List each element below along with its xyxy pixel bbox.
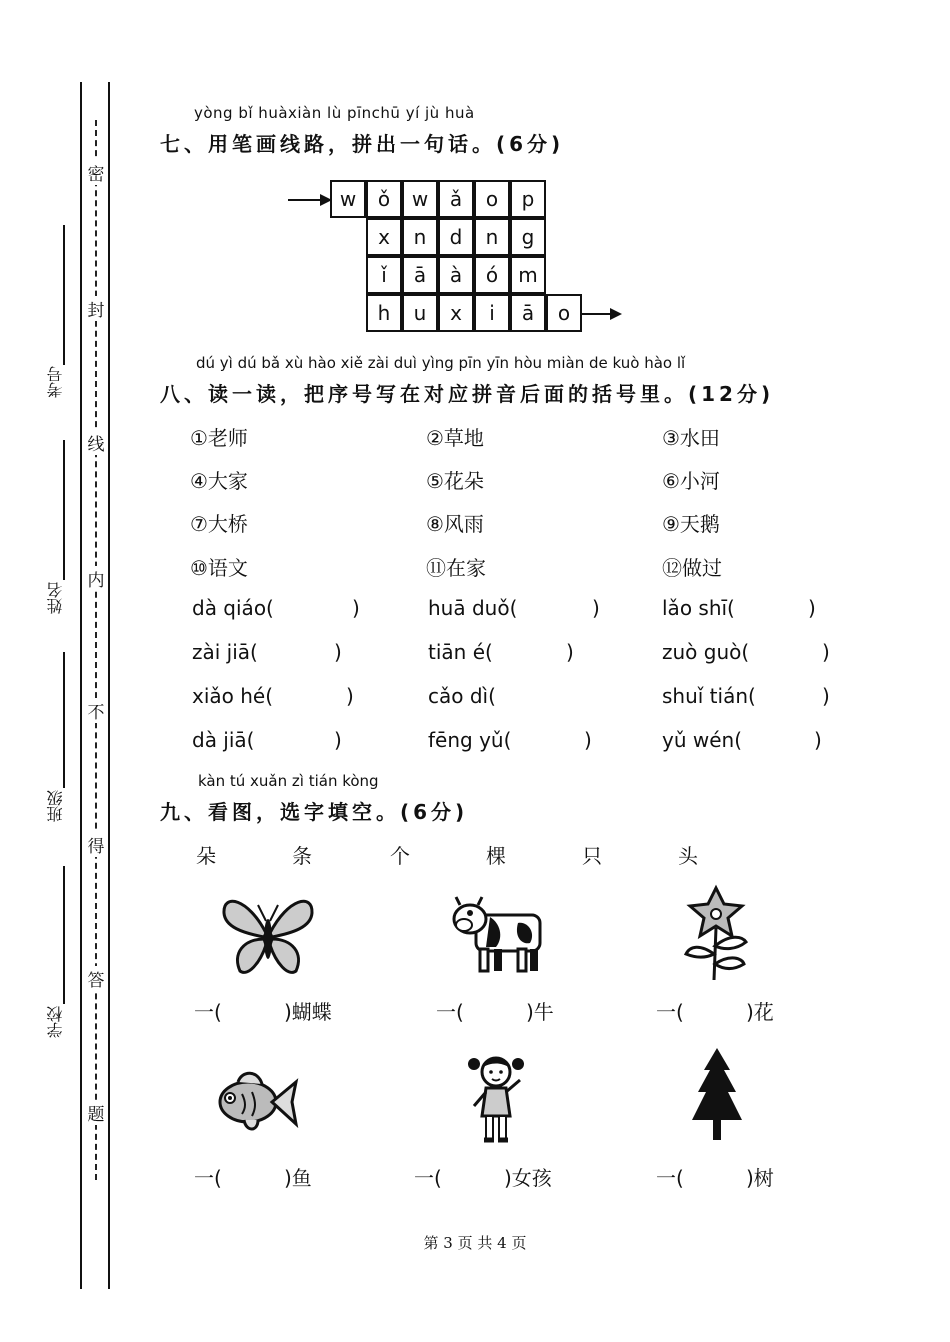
school-label: 学校 [46, 1006, 65, 1038]
grid-cell[interactable]: o [474, 180, 510, 218]
word-item: ①老师 [190, 426, 248, 450]
pinyin-answer-item[interactable]: shuǐ tián( [662, 684, 756, 708]
q9-title: 九、看图，选字填空。(6分) [160, 800, 469, 824]
noun-label: )树 [746, 1166, 774, 1190]
quantifier-option: 朵 [196, 844, 216, 868]
fish-icon [214, 1066, 300, 1136]
close-paren: ) [334, 728, 342, 752]
word-item: ⑦大桥 [190, 512, 248, 536]
grid-cell[interactable]: u [402, 294, 438, 332]
pinyin-answer-item[interactable]: dà qiáo( [192, 596, 274, 620]
seal-char: 答 [86, 966, 106, 991]
tree-icon [690, 1046, 744, 1142]
close-paren: ) [566, 640, 574, 664]
grid-cell[interactable]: i [474, 294, 510, 332]
grid-cell[interactable]: ó [474, 256, 510, 294]
close-paren: ) [808, 596, 816, 620]
pinyin-answer-item[interactable]: lǎo shī( [662, 596, 735, 620]
pinyin-answer-item[interactable]: cǎo dì( [428, 684, 496, 708]
grid-cell[interactable]: w [330, 180, 366, 218]
word-item: ⑥小河 [662, 469, 720, 493]
grid-cell[interactable]: p [510, 180, 546, 218]
fill-blank[interactable]: 一( [656, 1166, 684, 1190]
grid-cell[interactable]: o [546, 294, 582, 332]
word-item: ⑤花朵 [426, 469, 484, 493]
q7-title: 七、用笔画线路，拼出一句话。(6分) [160, 132, 565, 156]
noun-label: )牛 [526, 1000, 554, 1024]
seal-char: 内 [86, 566, 106, 591]
word-item: ⑩语文 [190, 556, 248, 580]
fill-blank[interactable]: 一( [436, 1000, 464, 1024]
grid-cell[interactable]: m [510, 256, 546, 294]
grid-cell[interactable]: à [438, 256, 474, 294]
fill-blank[interactable]: 一( [194, 1166, 222, 1190]
word-item: ④大家 [190, 469, 248, 493]
noun-label: )女孩 [504, 1166, 552, 1190]
pinyin-answer-item[interactable]: dà jiā( [192, 728, 255, 752]
close-paren: ) [334, 640, 342, 664]
class-label: 班级 [46, 790, 65, 822]
pinyin-answer-item[interactable]: tiān é( [428, 640, 493, 664]
close-paren: ) [352, 596, 360, 620]
end-arrow-line [582, 313, 612, 315]
pinyin-answer-item[interactable]: fēng yǔ( [428, 728, 512, 752]
grid-cell[interactable]: x [366, 218, 402, 256]
seal-char: 题 [86, 1100, 106, 1125]
close-paren: ) [822, 684, 830, 708]
word-item: ⑨天鹅 [662, 512, 720, 536]
grid-cell[interactable]: ǐ [366, 256, 402, 294]
pinyin-answer-item[interactable]: zài jiā( [192, 640, 258, 664]
name-label: 姓名 [46, 582, 65, 614]
seal-char: 密 [86, 160, 106, 185]
grid-cell[interactable]: h [366, 294, 402, 332]
grid-cell[interactable]: n [402, 218, 438, 256]
noun-label: )鱼 [284, 1166, 312, 1190]
class-line[interactable] [63, 652, 65, 788]
word-item: ⑫做过 [662, 556, 722, 580]
q8-pinyin: dú yì dú bǎ xù hào xiě zài duì yìng pīn yīn hòu miàn de kuò hào lǐ [196, 354, 686, 372]
seal-char: 线 [86, 430, 106, 455]
margin-line-right [108, 82, 110, 1289]
margin-line-left [80, 82, 82, 1289]
close-paren: ) [592, 596, 600, 620]
seal-dashed-line [95, 120, 97, 1180]
close-paren: ) [822, 640, 830, 664]
start-arrow-line [288, 199, 322, 201]
close-paren: ) [346, 684, 354, 708]
seal-char: 得 [86, 832, 106, 857]
close-paren: ) [584, 728, 592, 752]
quantifier-option: 个 [390, 844, 410, 868]
pinyin-answer-item[interactable]: huā duǒ( [428, 596, 518, 620]
flower-icon [680, 884, 752, 982]
grid-cell[interactable]: x [438, 294, 474, 332]
close-paren: ) [814, 728, 822, 752]
noun-label: )蝴蝶 [284, 1000, 332, 1024]
noun-label: )花 [746, 1000, 774, 1024]
cow-icon [450, 893, 546, 977]
seal-char: 不 [86, 698, 106, 723]
page-footer: 第 3 页 共 4 页 [423, 1234, 527, 1252]
grid-cell[interactable]: w [402, 180, 438, 218]
word-item: ③水田 [662, 426, 720, 450]
exam-number-line[interactable] [63, 225, 65, 365]
butterfly-icon [218, 893, 318, 981]
q8-title: 八、读一读，把序号写在对应拼音后面的括号里。(12分) [160, 382, 775, 406]
grid-cell[interactable]: ā [402, 256, 438, 294]
pinyin-answer-item[interactable]: yǔ wén( [662, 728, 743, 752]
word-item: ②草地 [426, 426, 484, 450]
exam-number-label: 考号 [46, 366, 65, 398]
q7-pinyin: yòng bǐ huàxiàn lù pīnchū yí jù huà [194, 104, 475, 122]
word-item: ⑪在家 [426, 556, 486, 580]
quantifier-option: 棵 [486, 844, 506, 868]
quantifier-option: 头 [678, 844, 698, 868]
school-line[interactable] [63, 866, 65, 1004]
grid-cell[interactable]: ǎ [438, 180, 474, 218]
pinyin-answer-item[interactable]: zuò guò( [662, 640, 750, 664]
fill-blank[interactable]: 一( [414, 1166, 442, 1190]
girl-icon [462, 1050, 532, 1150]
quantifier-option: 只 [582, 844, 602, 868]
grid-cell[interactable]: ǒ [366, 180, 402, 218]
fill-blank[interactable]: 一( [194, 1000, 222, 1024]
name-line[interactable] [63, 440, 65, 580]
quantifier-option: 条 [292, 844, 312, 868]
grid-cell[interactable]: ā [510, 294, 546, 332]
grid-cell[interactable]: g [510, 218, 546, 256]
pinyin-answer-item[interactable]: xiǎo hé( [192, 684, 274, 708]
q9-pinyin: kàn tú xuǎn zì tián kòng [198, 772, 379, 790]
seal-char: 封 [86, 296, 106, 321]
fill-blank[interactable]: 一( [656, 1000, 684, 1024]
grid-cell[interactable]: n [474, 218, 510, 256]
end-arrow-icon [610, 308, 622, 320]
grid-cell[interactable]: d [438, 218, 474, 256]
word-item: ⑧风雨 [426, 512, 484, 536]
